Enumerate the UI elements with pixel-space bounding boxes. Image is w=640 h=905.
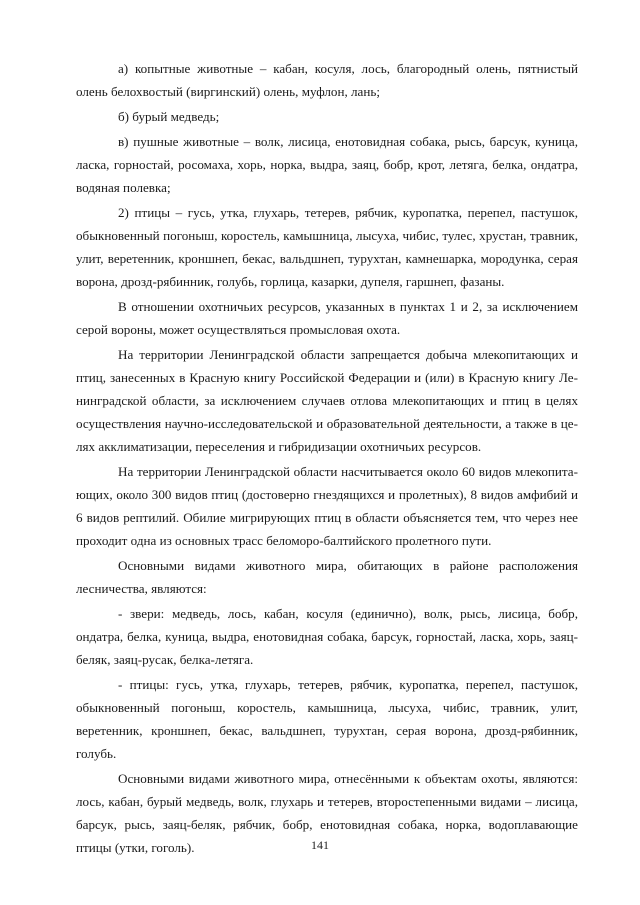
paragraph-species-count: На территории Ленинградской области насчитывается около 60 видов млекопитающих, около 300 видов птиц (достоверно гнездящихся и пролетных), 8 видов амфибий и 6 видов рептилий. Обилие мигрирующих птиц в области объясняется тем, что через нее проходит одна из основных трасс беломоро-балтийского пролетного пути.: [76, 464, 578, 548]
document-body: [76, 57, 578, 861]
paragraph-ungulates: а) копытные животные – кабан, косуля, лось, благородный олень, пятнистый олень белохвостый (виргинский) олень, муфлон, лань;: [76, 61, 578, 99]
paragraph-birds-list: 2) птицы – гусь, утка, глухарь, тетерев, рябчик, куропатка, перепел, пастушок, обыкновенный погоныш, коростель, камышница, лысуха, чибис, тулес, хрустан, травник, улит, веретенник, кроншнеп, бекас, вальдшнеп, турухтан, камнешарка, мородунка, серая ворона, дрозд-рябинник, голубь, горлица, казарки, дупеля, гаршнеп, фазаны.: [76, 205, 578, 289]
paragraph-hunting-objects: Основными видами животного мира, отнесёнными к объектам охоты, являются: лось, кабан, бурый медведь, волк, глухарь и тетерев, второстепенными видами – лисица, барсук, рысь, заяц-беляк, рябчик, бобр, енотовидная собака, норка, водоплавающие птицы (утки, гоголь).: [76, 771, 578, 855]
paragraph-main-species-intro: Основными видами животного мира, обитающих в районе расположения лесничества, являются:: [76, 558, 578, 596]
paragraph-red-book: На территории Ленинградской области запрещается добыча млекопитающих и птиц, занесенных в Красную книгу Российской Федерации и (или) в Красную книгу Ленинградской области, за исключением случаев отлова млекопитающих и птиц в целях осуществления научно-исследовательской и образовательной деятельности, а также в целях акклиматизации, переселения и гибридизации охотничьих ресурсов.: [76, 347, 578, 454]
paragraph-brown-bear: б) бурый медведь;: [118, 109, 220, 124]
page-number: 141: [311, 838, 329, 852]
paragraph-beasts: - звери: медведь, лось, кабан, косуля (единично), волк, рысь, лисица, бобр, ондатра, белка, куница, выдра, енотовидная собака, барсук, горностай, ласка, хорь, заяц-беляк, заяц-русак, белка-летяга.: [76, 606, 578, 667]
paragraph-fur-animals: в) пушные животные – волк, лисица, енотовидная собака, рысь, барсук, куница, ласка, горностай, росомаха, хорь, норка, выдра, заяц, бобр, крот, летяга, белка, ондатра, водяная полевка;: [76, 134, 578, 195]
paragraph-birds: - птицы: гусь, утка, глухарь, тетерев, рябчик, куропатка, перепел, пастушок, обыкновенный погоныш, коростель, камышница, лысуха, чибис, травник, улит, веретенник, кроншнеп, бекас, вальдшнеп, турухтан, серая ворона, дрозд-рябинник, голубь.: [76, 677, 578, 761]
paragraph-commercial-hunting: В отношении охотничьих ресурсов, указанных в пунктах 1 и 2, за исключением серой вороны, может осуществляться промысловая охота.: [76, 299, 578, 337]
